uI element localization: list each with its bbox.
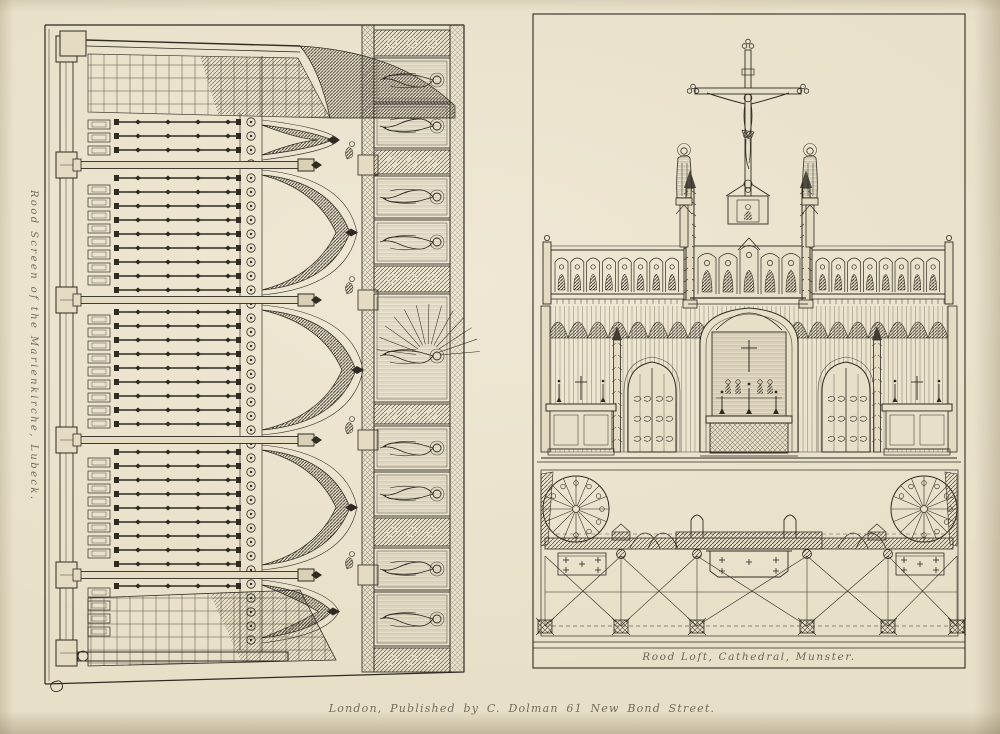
stair-wheel-left bbox=[543, 476, 609, 542]
rood-loft-elevation bbox=[541, 39, 957, 458]
publisher-imprint: London, Published by C. Dolman 61 New Bond Street. bbox=[328, 702, 716, 715]
central-altar bbox=[700, 308, 798, 456]
right-plate-caption: Rood Loft, Cathedral, Munster. bbox=[642, 651, 856, 663]
left-plate-caption: Rood Screen of the Marienkirche, Lubeck. bbox=[28, 190, 39, 502]
right-plate-rood-loft-drawing bbox=[533, 14, 966, 668]
left-plate-rood-screen-drawing bbox=[45, 25, 480, 692]
saint-niche-band bbox=[358, 25, 480, 672]
crucifix-group bbox=[687, 39, 809, 196]
engraver-flourish bbox=[51, 681, 63, 692]
rood-loft-plan bbox=[536, 462, 966, 636]
